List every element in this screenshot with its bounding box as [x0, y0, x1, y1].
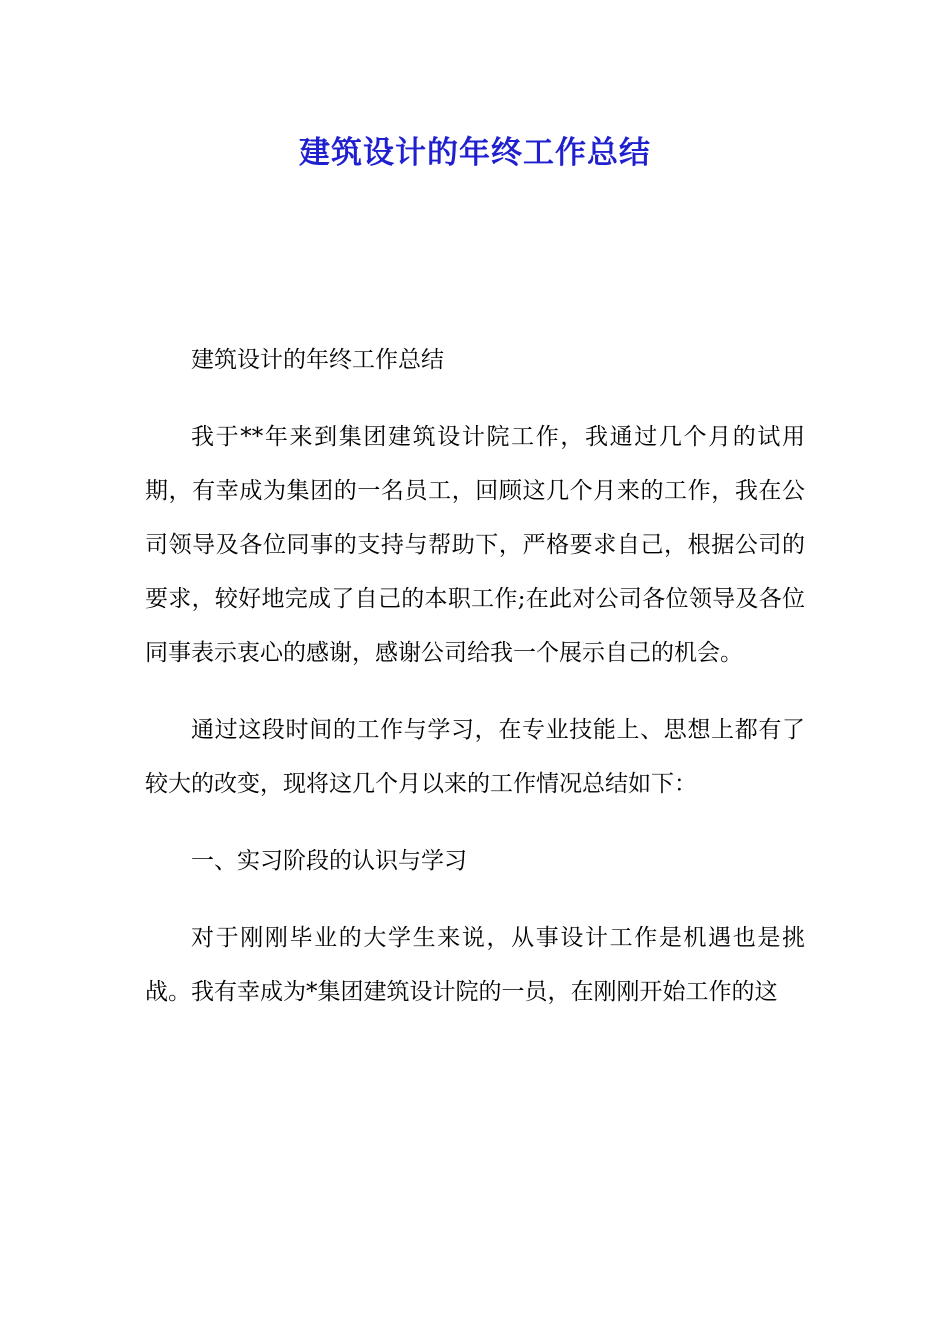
paragraph-summary-lead: 通过这段时间的工作与学习，在专业技能上、思想上都有了较大的改变，现将这几个月以来的工作情况总结如下：: [145, 717, 805, 797]
paragraph-section-1: 对于刚刚毕业的大学生来说，从事设计工作是机遇也是挑战。我有幸成为*集团建筑设计院的一员，在刚刚开始工作的这: [145, 925, 805, 1005]
paragraph-intro: 我于**年来到集团建筑设计院工作，我通过几个月的试用期，有幸成为集团的一名员工，回顾这几个月来的工作，我在公司领导及各位同事的支持与帮助下，严格要求自己，根据公司的要求，较好地完成了自己的本职工作;在此对公司各位领导及各位同事表示衷心的感谢，感谢公司给我一个展示自己的机会。: [145, 424, 805, 666]
document-title: 建筑设计的年终工作总结: [299, 135, 651, 171]
document-body: [145, 333, 805, 1042]
section-heading-1: 一、实习阶段的认识与学习: [191, 848, 467, 874]
paragraph-heading: 建筑设计的年终工作总结: [191, 347, 444, 373]
